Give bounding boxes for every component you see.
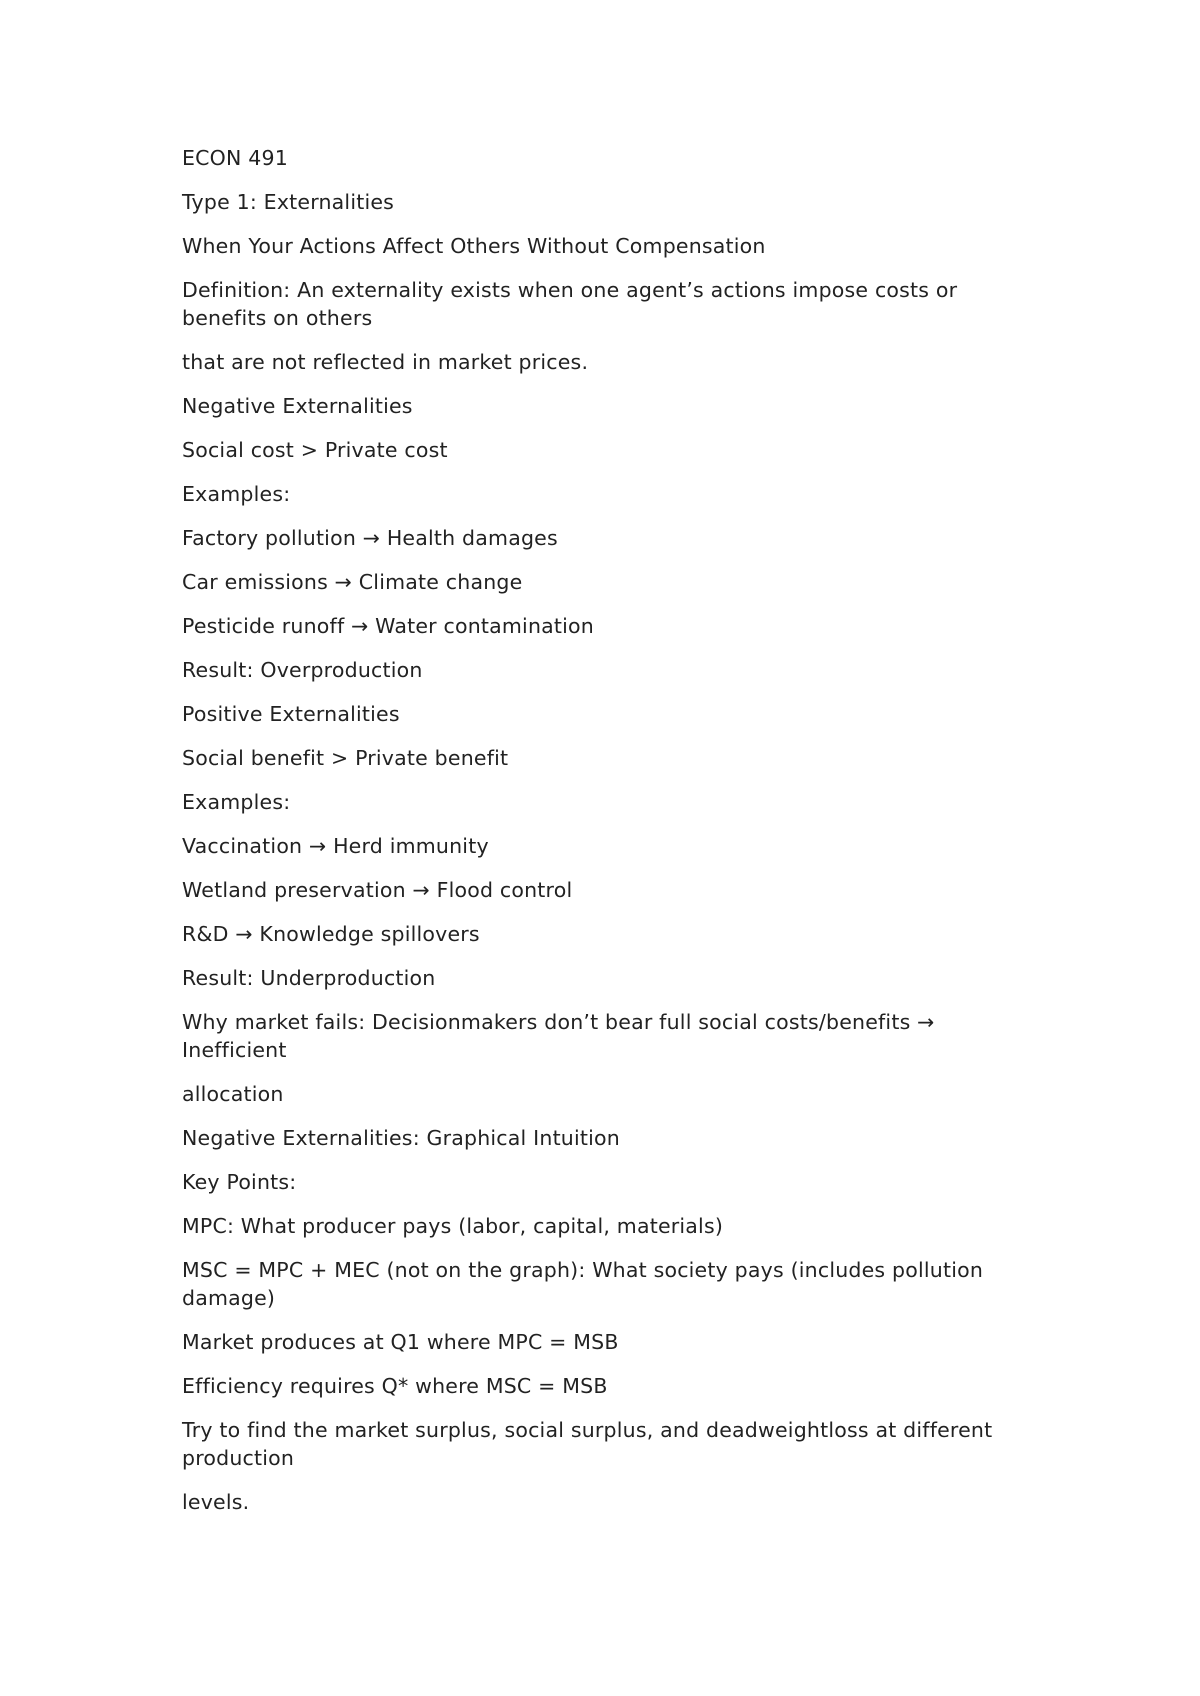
positive-externalities-heading: Positive Externalities — [182, 702, 400, 726]
example-item: Factory pollution → Health damages — [182, 526, 558, 550]
definition-paragraph: Definition: An externality exists when one agent’s actions impose costs or benefits on others — [182, 278, 958, 330]
example-item: Vaccination → Herd immunity — [182, 834, 489, 858]
example-item: Wetland preservation → Flood control — [182, 878, 573, 902]
key-points-label: Key Points: — [182, 1170, 297, 1194]
example-item: Pesticide runoff → Water contamination — [182, 614, 594, 638]
example-item: R&D → Knowledge spillovers — [182, 922, 480, 946]
example-item: Car emissions → Climate change — [182, 570, 523, 594]
definition-continuation: that are not reflected in market prices. — [182, 350, 589, 374]
negative-externalities-heading: Negative Externalities — [182, 394, 413, 418]
text-line: Why market fails: Decisionmakers don’t bear full social costs/benefits → Inefficient — [182, 1010, 935, 1062]
result-line: Result: Underproduction — [182, 966, 436, 990]
result-line: Result: Overproduction — [182, 658, 423, 682]
section-heading: Type 1: Externalities — [182, 190, 395, 214]
key-point-item: Market produces at Q1 where MPC = MSB — [182, 1330, 619, 1354]
key-point-item: MPC: What producer pays (labor, capital, materials) — [182, 1214, 724, 1238]
examples-label: Examples: — [182, 790, 291, 814]
text-line: levels. — [182, 1490, 250, 1514]
text-line: Social cost > Private cost — [182, 438, 448, 462]
key-point-item: Efficiency requires Q* where MSC = MSB — [182, 1374, 608, 1398]
text-line: Try to find the market surplus, social surplus, and deadweightloss at different production — [182, 1418, 993, 1470]
section-subtitle: When Your Actions Affect Others Without Compensation — [182, 234, 766, 258]
examples-label: Examples: — [182, 482, 291, 506]
course-title: ECON 491 — [182, 146, 288, 170]
text-line: allocation — [182, 1082, 284, 1106]
graphical-intuition-heading: Negative Externalities: Graphical Intuition — [182, 1126, 620, 1150]
text-line: Social benefit > Private benefit — [182, 746, 509, 770]
key-point-item: MSC = MPC + MEC (not on the graph): What society pays (includes pollution damage) — [182, 1258, 984, 1310]
document-body — [182, 144, 1042, 1532]
